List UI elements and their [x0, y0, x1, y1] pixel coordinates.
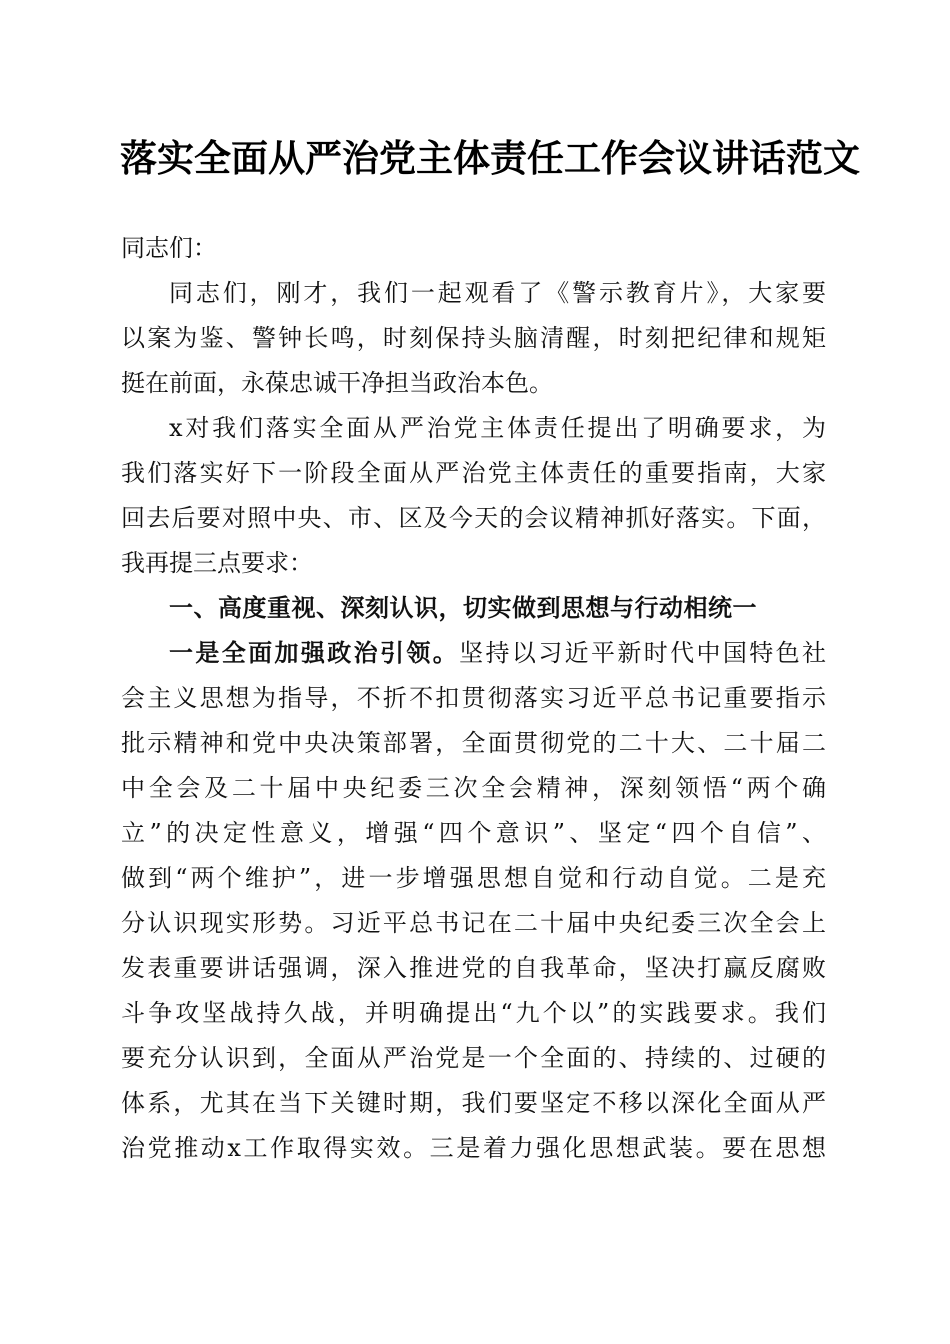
document-body — [121, 226, 826, 1171]
paragraph-line: 治党推动x工作取得实效。三是着力强化思想武装。要在思想 — [121, 1134, 826, 1162]
salutation: 同志们： — [121, 234, 217, 262]
paragraph-line: 以案为鉴、警钟长鸣，时刻保持头脑清醒，时刻把纪律和规矩 — [121, 324, 826, 352]
paragraph-2 — [121, 406, 826, 586]
paragraph-line: 批示精神和党中央决策部署，全面贯彻党的二十大、二十届二 — [121, 729, 826, 757]
paragraph-line: x对我们落实全面从严治党主体责任提出了明确要求，为 — [169, 414, 826, 442]
paragraph-line — [121, 631, 826, 676]
paragraph-line: 回去后要对照中央、市、区及今天的会议精神抓好落实。下面， — [121, 504, 826, 532]
paragraph-line: 分认识现实形势。习近平总书记在二十届中央纪委三次全会上 — [121, 909, 826, 937]
paragraph-line: 体系，尤其在当下关键时期，我们要坚定不移以深化全面从严 — [121, 1089, 826, 1117]
paragraph-lead-bold: 一是全面加强政治引领。 — [169, 639, 460, 667]
paragraph-line: 发表重要讲话强调，深入推进党的自我革命，坚决打赢反腐败 — [121, 954, 826, 982]
paragraph-line: 斗争攻坚战持久战，并明确提出“九个以”的实践要求。我们 — [121, 999, 826, 1027]
paragraph-line: 我们落实好下一阶段全面从严治党主体责任的重要指南，大家 — [121, 459, 826, 487]
paragraph-line: 会主义思想为指导，不折不扣贯彻落实习近平总书记重要指示 — [121, 684, 826, 712]
paragraph-line: 做到“两个维护”，进一步增强思想自觉和行动自觉。二是充 — [121, 864, 826, 892]
paragraph-line-text: 坚持以习近平新时代中国特色社 — [459, 639, 826, 667]
paragraph-1 — [121, 271, 826, 406]
paragraph-line: 同志们，刚才，我们一起观看了《警示教育片》，大家要 — [169, 279, 826, 307]
document-title: 落实全面从严治党主体责任工作会议讲话范文 — [120, 136, 860, 180]
section-heading: 一、高度重视、深刻认识，切实做到思想与行动相统一 — [169, 594, 757, 622]
paragraph-line: 立”的决定性意义，增强“四个意识”、坚定“四个自信”、 — [121, 819, 826, 847]
paragraph-3 — [121, 631, 826, 1171]
paragraph-line: 我再提三点要求： — [121, 549, 313, 577]
paragraph-line: 挺在前面，永葆忠诚干净担当政治本色。 — [121, 369, 553, 397]
paragraph-line: 要充分认识到，全面从严治党是一个全面的、持续的、过硬的 — [121, 1044, 826, 1072]
paragraph-line: 中全会及二十届中央纪委三次全会精神，深刻领悟“两个确 — [121, 774, 826, 802]
